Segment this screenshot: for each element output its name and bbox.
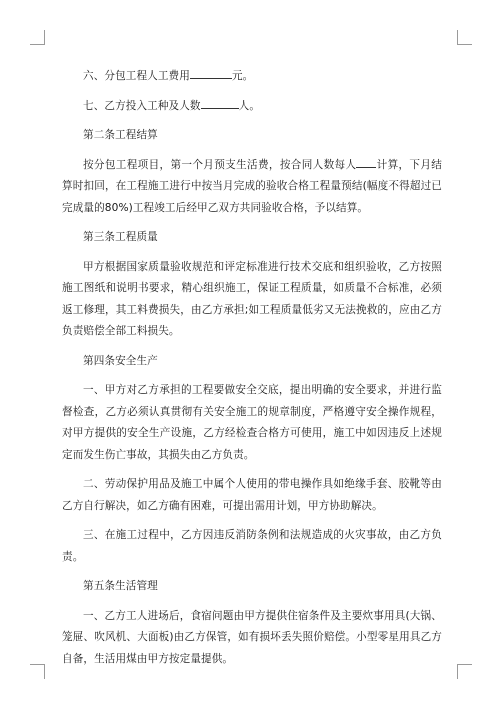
article-2-paragraph: 按分包工程项目，第一个月预支生活费，按合同人数每人 计算，下月结算时扣回，在工程施工进行中按当月完成的验收合格工程量预结(幅度不得超过已完成量的80%)工程竣工后经甲乙双方共同验收合格，予以结算。: [62, 155, 442, 220]
article-2-title: 第二条工程结算: [83, 129, 158, 141]
article-3-title: 第三条工程质量: [83, 231, 158, 243]
crop-mark-top-left: [30, 30, 45, 45]
crop-mark-bottom-right: [457, 664, 472, 679]
fill-in-blank: [190, 67, 232, 79]
crop-mark-top-right: [457, 30, 472, 45]
item-6-labor-cost: 六、分包工程人工费用 元。: [62, 66, 442, 88]
fill-in-blank: [356, 156, 376, 168]
article-3-paragraph: 甲方根据国家质量验收规范和评定标准进行技术交底和组织验收，乙方按照施工图纸和说明书要求，精心组织施工，保证工程质量，如质量不合标准，必须返工修理，其工料费损失，由乙方承担;如工程质量低劣又无法挽救的，应由乙方负责赔偿全部工料损失。: [62, 260, 442, 337]
article-4-paragraph-3: 三、在施工过程中，乙方因违反消防条例和法规造成的火灾事故，由乙方负责。: [62, 529, 442, 563]
article-4-paragraph-2: 二、劳动保护用品及施工中属个人使用的带电操作具如绝缘手套、胶靴等由乙方自行解决，如乙方确有困难，可提出需用计划，甲方协助解决。: [62, 478, 442, 512]
article-5-title: 第五条生活管理: [83, 580, 158, 592]
crop-mark-bottom-left: [30, 664, 45, 679]
article-4-title: 第四条安全生产: [83, 354, 158, 367]
fill-in-blank: [201, 97, 239, 109]
document-body: [62, 66, 442, 670]
article-4-paragraph-1: 一、甲方对乙方承担的工程要做安全交底，提出明确的安全要求，并进行监督检查，乙方必须认真贯彻有关安全施工的规章制度，严格遵守安全操作规程，对甲方提供的安全生产设施，乙方经检查合格方可使用，施工中如因违反上述规定而发生伤亡事故，其损失由乙方负责。: [62, 384, 442, 461]
item-7-workers: 七、乙方投入工种及人数 人。: [62, 96, 442, 118]
article-5-paragraph: 一、乙方工人进场后，食宿问题由甲方提供住宿条件及主要炊事用具(大锅、笼屉、吹风机、大面板)由乙方保管，如有损坏丢失照价赔偿。小型零星用具乙方自备，生活用煤由甲方按定量提供。: [62, 609, 442, 665]
